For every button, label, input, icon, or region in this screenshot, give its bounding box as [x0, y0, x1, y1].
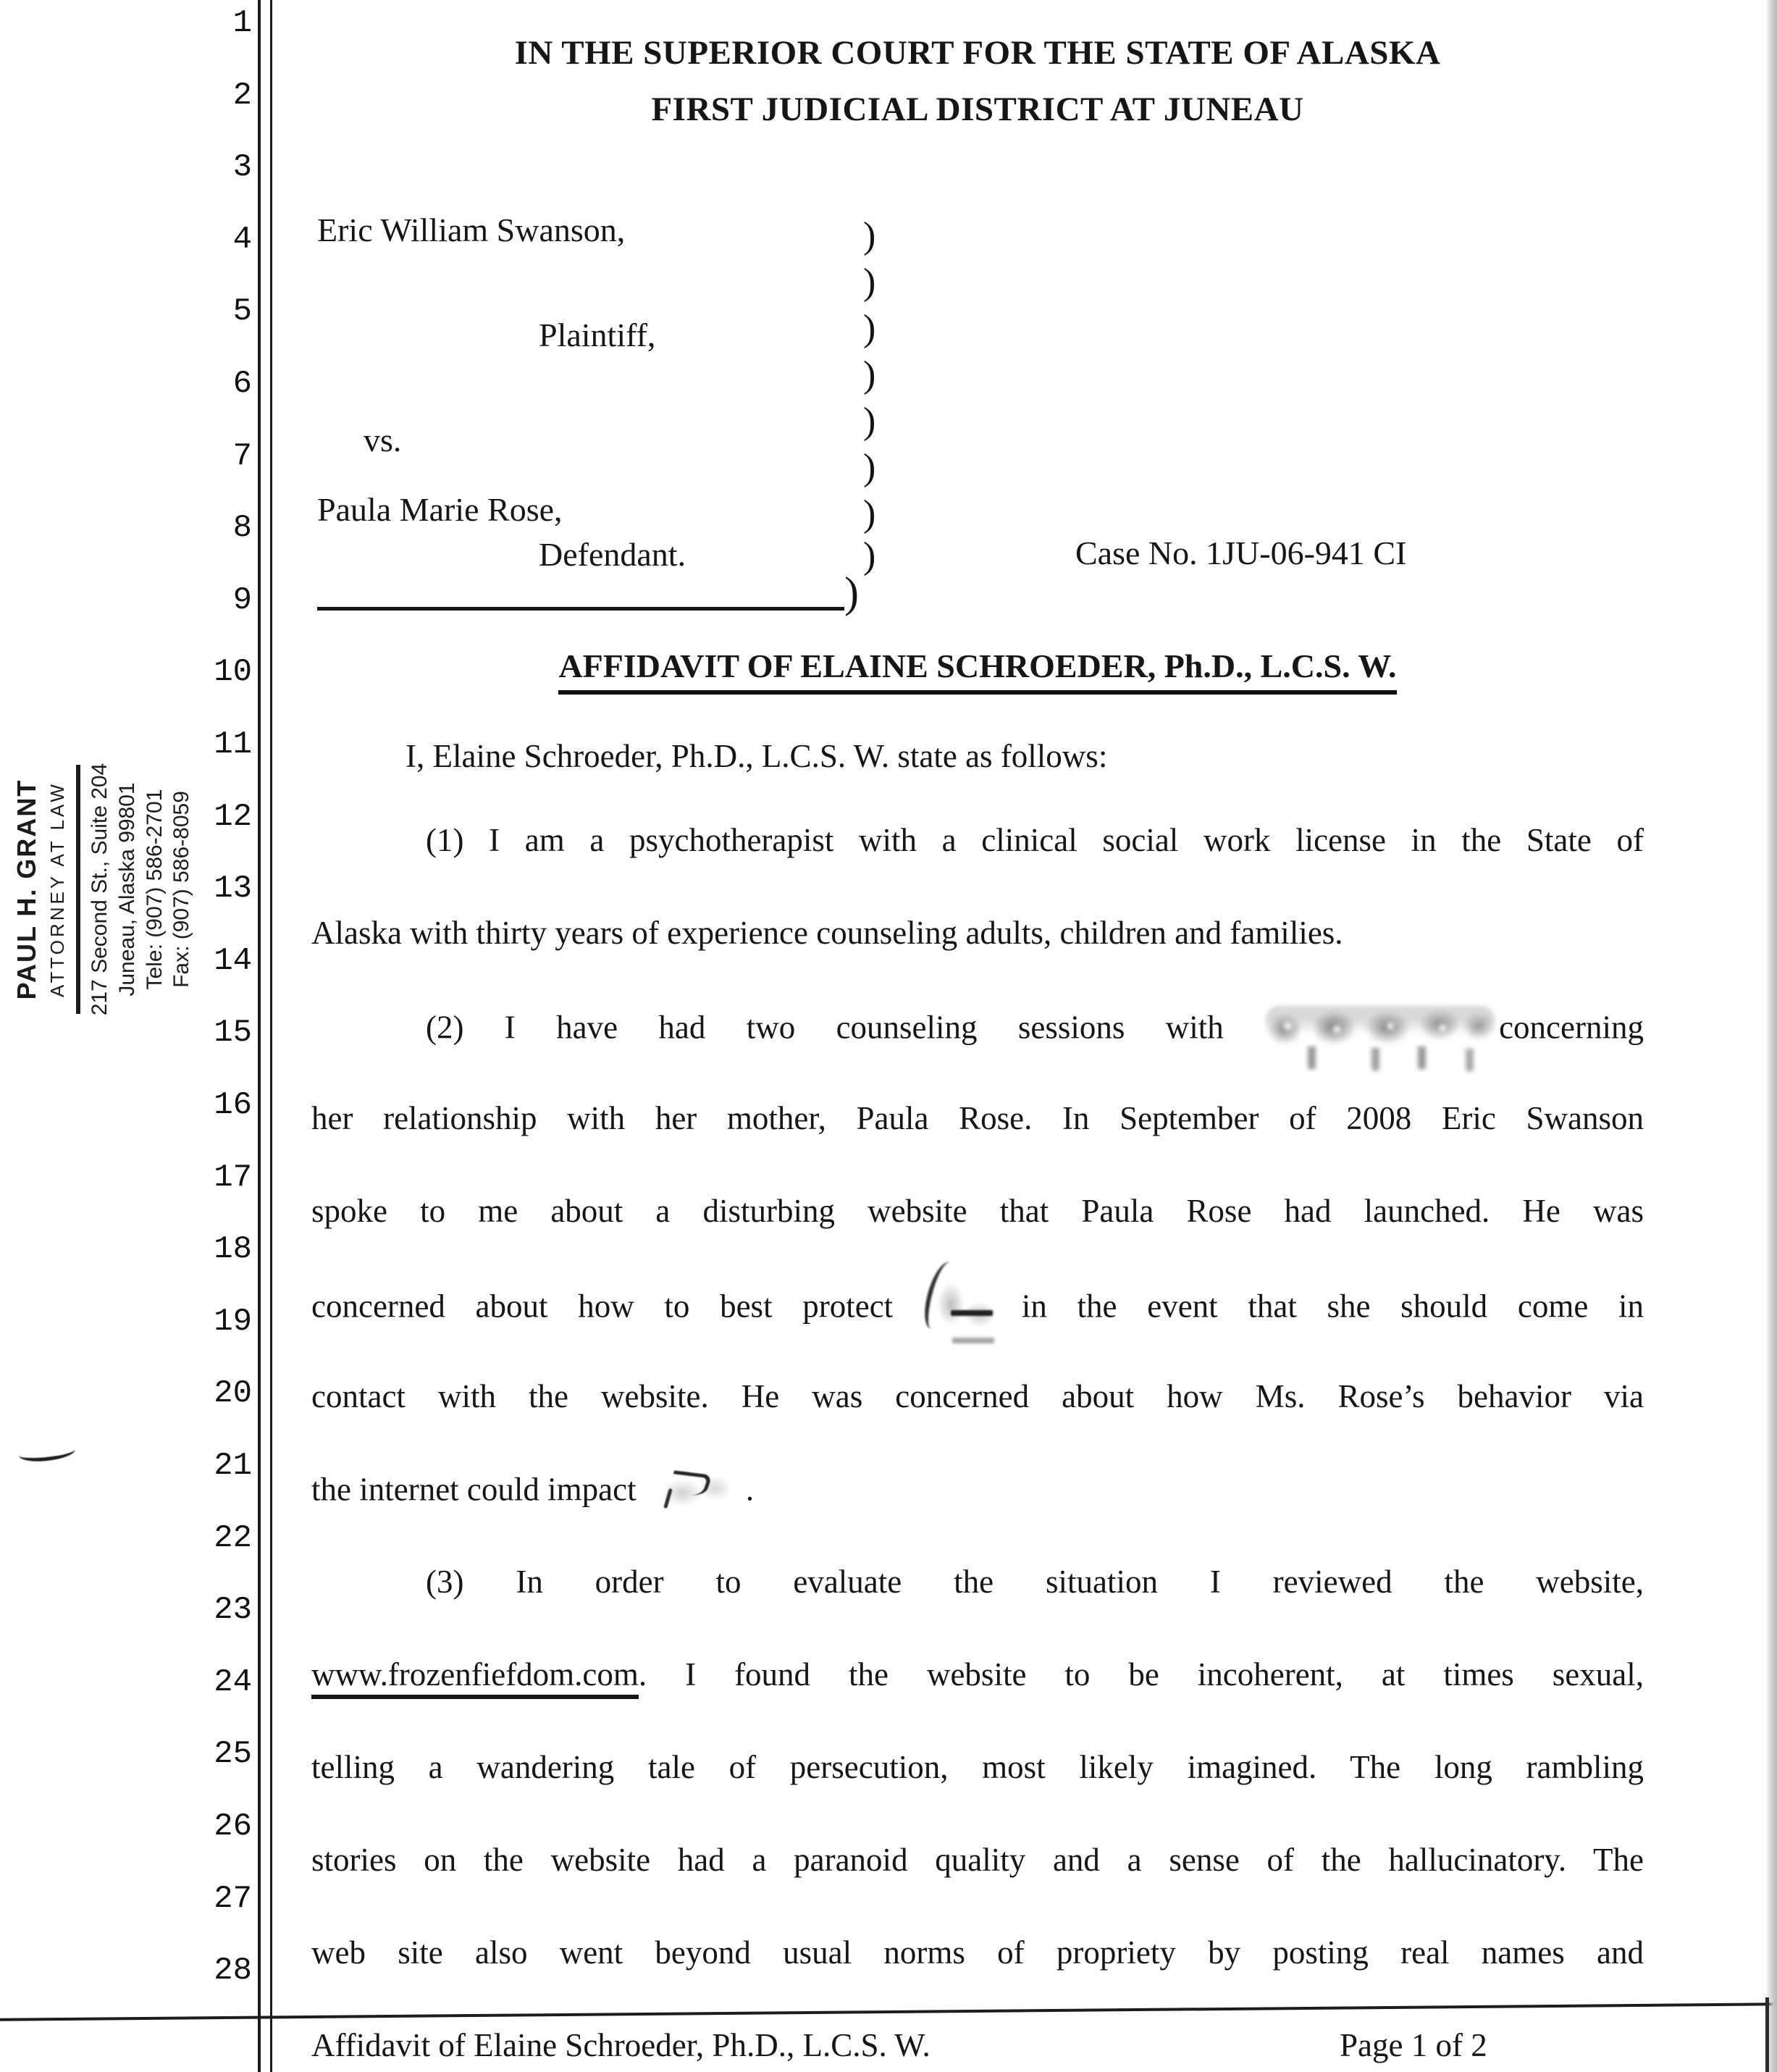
- scan-edge-line: [1765, 1997, 1769, 2072]
- affidavit-line: [311, 1933, 1644, 1972]
- attorney-stamp-rotated: [12, 765, 196, 1014]
- affidavit-line: [311, 821, 1644, 860]
- caption-paren: ): [863, 535, 876, 576]
- line-number: 20: [214, 1375, 252, 1412]
- affidavit-text: concerned about how to best protect: [311, 1288, 923, 1325]
- caption-underline: [317, 607, 844, 611]
- line-number: 9: [232, 582, 252, 618]
- line-number: 5: [232, 293, 252, 330]
- line-number: 24: [214, 1664, 252, 1700]
- line-number: 6: [232, 366, 252, 402]
- affidavit-text: spoke to me about a disturbing website that Paula Rose had launched. He was: [311, 1193, 1644, 1229]
- plaintiff-role: Plaintiff,: [539, 316, 656, 353]
- affidavit-text: contact with the website. He was concerned about how Ms. Rose’s behavior via: [311, 1378, 1644, 1414]
- attorney-fax: Fax: (907) 586-8059: [169, 791, 194, 988]
- line-number: 7: [232, 437, 252, 474]
- affidavit-text: . I found the website to be incoherent, at times sexual,: [638, 1656, 1644, 1693]
- case-number: Case No. 1JU-06-941 CI: [1075, 534, 1407, 571]
- line-number: 18: [214, 1231, 252, 1268]
- redaction-smudge: [1266, 1006, 1495, 1051]
- line-number: 12: [214, 798, 252, 835]
- affidavit-line: [311, 1006, 1644, 1055]
- affidavit-line: [311, 1469, 1644, 1516]
- affidavit-text: web site also went beyond usual norms of propriety by posting real names and: [311, 1934, 1644, 1971]
- caption-paren: ): [863, 354, 876, 395]
- affidavit-line: [311, 913, 1644, 952]
- line-number: 26: [214, 1808, 252, 1845]
- affidavit-text: .: [745, 1471, 755, 1508]
- pleading-margin-rule: [258, 0, 272, 2072]
- line-number: 23: [214, 1592, 252, 1629]
- line-number: 27: [214, 1880, 252, 1917]
- caption-paren: ): [863, 261, 876, 303]
- line-number: 16: [214, 1087, 252, 1123]
- affidavit-text: concerning: [1499, 1009, 1644, 1046]
- court-name: IN THE SUPERIOR COURT FOR THE STATE OF ALASKA: [514, 34, 1441, 72]
- footer-document-title: Affidavit of Elaine Schroeder, Ph.D., L.C.S. W.: [311, 2027, 930, 2063]
- pen-mark: [18, 1442, 76, 1464]
- line-number: 2: [232, 77, 252, 114]
- document-title-text: AFFIDAVIT OF ELAINE SCHROEDER, Ph.D., L.C.S. W.: [558, 647, 1396, 695]
- attorney-address-street: 217 Second St., Suite 204: [87, 763, 112, 1016]
- line-number: 15: [214, 1015, 252, 1052]
- redaction-smudge: [649, 1469, 744, 1513]
- affidavit-line: [311, 1377, 1644, 1416]
- line-number: 25: [214, 1736, 252, 1773]
- caption-paren: ): [863, 308, 876, 349]
- defendant-role: Defendant.: [539, 536, 686, 573]
- affidavit-text: (2) I have had two counseling sessions with: [426, 1009, 1265, 1046]
- line-number: 11: [214, 726, 252, 763]
- document-title: [311, 647, 1644, 695]
- affidavit-line: [311, 1284, 1644, 1335]
- attorney-address-city: Juneau, Alaska 99801: [114, 782, 139, 997]
- line-number: 28: [214, 1953, 252, 1989]
- affidavit-text: her relationship with her mother, Paula Rose. In September of 2008 Eric Swanson: [311, 1100, 1644, 1136]
- caption-paren: ): [863, 447, 876, 488]
- line-number: 19: [214, 1303, 252, 1340]
- line-number: 4: [232, 221, 252, 258]
- website-url-text: www.frozenfiefdom.com: [311, 1656, 639, 1699]
- affidavit-text: in the event that she should come in: [1021, 1288, 1644, 1325]
- attorney-divider-rule: [76, 765, 80, 1014]
- line-number: 10: [214, 654, 252, 691]
- plaintiff-name: Eric William Swanson,: [317, 211, 626, 248]
- affidavit-text: Alaska with thirty years of experience counseling adults, children and families.: [311, 915, 1343, 951]
- line-number: 8: [232, 510, 252, 547]
- defendant-name: Paula Marie Rose,: [317, 491, 563, 528]
- affidavit-line: [311, 1840, 1644, 1879]
- redaction-smudge: [928, 1284, 1014, 1332]
- affidavit-line: [311, 1655, 1644, 1694]
- caption-paren: ): [863, 493, 876, 534]
- line-number: 17: [214, 1159, 252, 1196]
- affidavit-text: (3) In order to evaluate the situation I reviewed the website,: [426, 1564, 1644, 1600]
- affidavit-text: the internet could impact: [311, 1471, 644, 1508]
- affidavit-line: [311, 1191, 1644, 1230]
- affidavit-line: [311, 1748, 1644, 1787]
- affidavit-text: telling a wandering tale of persecution, most likely imagined. The long rambling: [311, 1749, 1644, 1785]
- attorney-phone: Tele: (907) 586-2701: [142, 789, 167, 990]
- affidavit-line: [311, 1099, 1644, 1138]
- caption-paren: ): [844, 569, 859, 616]
- caption-paren: ): [863, 215, 876, 256]
- court-district: FIRST JUDICIAL DISTRICT AT JUNEAU: [651, 91, 1304, 128]
- line-number: 21: [214, 1448, 252, 1484]
- versus-label: vs.: [364, 421, 402, 458]
- affidavit-text: stories on the website had a paranoid quality and a sense of the hallucinatory. The: [311, 1842, 1644, 1878]
- line-number: 3: [232, 149, 252, 186]
- footer-page-number: Page 1 of 2: [1340, 2027, 1487, 2063]
- attorney-title: ATTORNEY AT LAW: [46, 781, 68, 997]
- affidavit-line: [311, 1562, 1644, 1601]
- scan-edge-shadow: [1765, 0, 1777, 2072]
- attorney-stamp-block: [12, 765, 196, 1014]
- line-number: 1: [232, 5, 252, 41]
- affidavit-text: (1) I am a psychotherapist with a clinical social work license in the State of: [426, 822, 1644, 858]
- affiant-intro-line: I, Elaine Schroeder, Ph.D., L.C.S. W. state as follows:: [406, 738, 1108, 774]
- line-number: 13: [214, 871, 252, 907]
- attorney-name: PAUL H. GRANT: [11, 779, 41, 1000]
- line-number: 22: [214, 1519, 252, 1556]
- caption-paren: ): [863, 400, 876, 442]
- line-number: 14: [214, 942, 252, 979]
